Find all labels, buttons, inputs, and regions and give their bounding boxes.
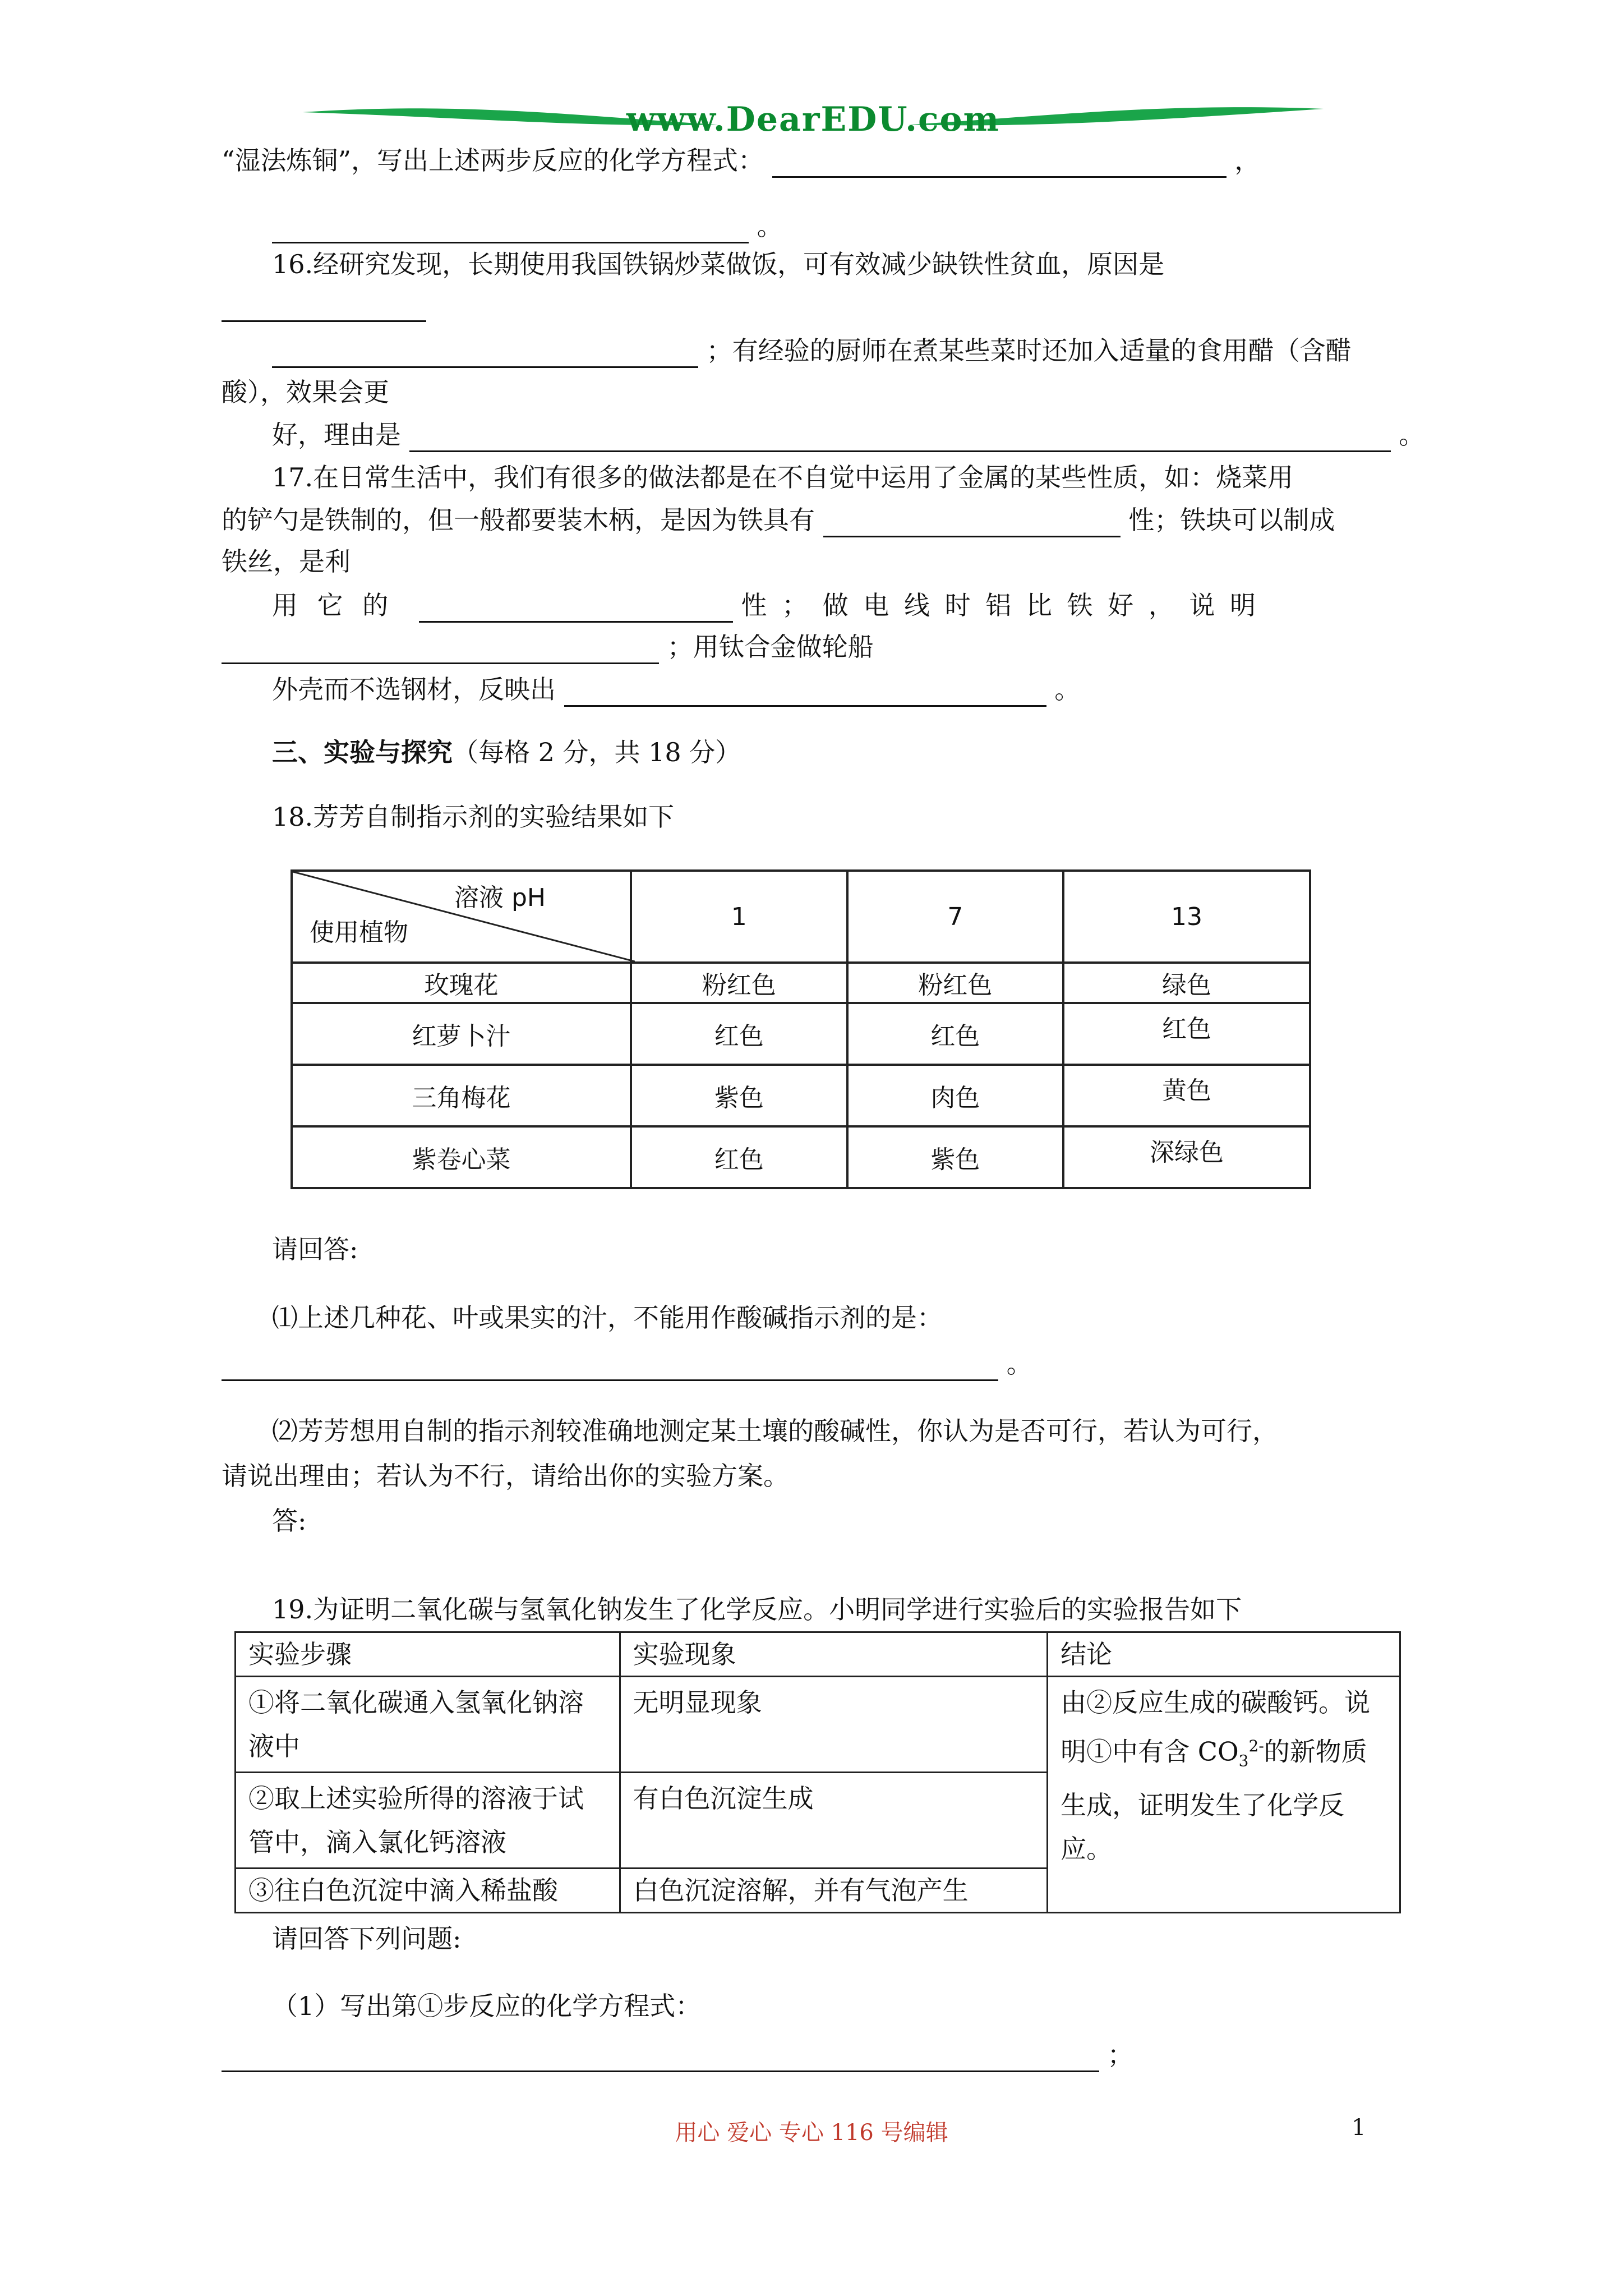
q17-text: 性 ； 做 电 线 时 铝 比 铁 好 ， 说 明 xyxy=(741,590,1259,620)
section-title: 三、实验与探究 xyxy=(272,737,453,767)
q17-text: 用 它 的 xyxy=(272,590,394,620)
answer-blank[interactable] xyxy=(222,633,659,664)
step-cell: ②取上述实验所得的溶液于试管中，滴入氯化钙溶液 xyxy=(236,1773,620,1869)
q18-text: ⑴上述几种花、叶或果实的汁，不能用作酸碱指示剂的是： xyxy=(272,1303,943,1333)
color-cell: 黄色 xyxy=(1063,1065,1310,1126)
plant-name: 紫卷心菜 xyxy=(292,1126,631,1188)
table-header-row xyxy=(236,1632,1400,1677)
q19-text: （1）写出第①步反应的化学方程式： xyxy=(272,1991,702,2021)
q15-line-2 xyxy=(272,209,783,243)
q17-line-4 xyxy=(272,588,1259,623)
punct: ， xyxy=(1234,145,1261,176)
q18-text: 请说出理由；若认为不行，请给出你的实验方案。 xyxy=(222,1461,789,1491)
answer-blank[interactable] xyxy=(409,421,1391,452)
q17-text: 铁丝，是利 xyxy=(222,546,351,577)
plant-name: 三角梅花 xyxy=(292,1065,631,1126)
q18-text: 请回答: xyxy=(272,1234,358,1264)
step-cell: ①将二氧化碳通入氢氧化钠溶液中 xyxy=(236,1677,620,1773)
answer-blank[interactable] xyxy=(772,147,1227,178)
q17-line-1 xyxy=(272,460,1293,495)
color-cell: 紫色 xyxy=(631,1065,847,1126)
site-url: www.DearEDU.com xyxy=(626,100,1000,139)
plant-name: 玫瑰花 xyxy=(292,963,631,1003)
q19-intro xyxy=(272,1592,1242,1627)
q18-part2-line1 xyxy=(272,1414,1278,1448)
answer-blank[interactable] xyxy=(272,213,749,243)
indicator-table xyxy=(291,869,1311,1189)
color-cell: 深绿色 xyxy=(1063,1126,1310,1188)
conclusion-cell xyxy=(1048,1677,1400,1913)
q18-ask xyxy=(272,1232,358,1267)
experiment-report-table xyxy=(234,1631,1401,1913)
color-cell: 红色 xyxy=(1063,1003,1310,1065)
color-cell: 红色 xyxy=(631,1003,847,1065)
color-cell: 紫色 xyxy=(847,1126,1064,1188)
table-header-ph: 7 xyxy=(847,871,1064,963)
header-cell: 结论 xyxy=(1048,1632,1400,1677)
table-row xyxy=(292,963,1310,1003)
color-cell: 红色 xyxy=(631,1126,847,1188)
plant-name: 红萝卜汁 xyxy=(292,1003,631,1065)
q16-line-2 xyxy=(272,333,1352,368)
punct: 。 xyxy=(1054,674,1081,705)
table-row xyxy=(292,1003,1310,1065)
answer-blank[interactable] xyxy=(823,507,1121,537)
q19-text: 请回答下列问题: xyxy=(272,1924,462,1954)
phenomenon-cell: 白色沉淀溶解，并有气泡产生 xyxy=(620,1869,1048,1913)
color-cell: 粉红色 xyxy=(631,963,847,1003)
q16-blank-line xyxy=(222,287,426,322)
page-number: 1 xyxy=(1352,2115,1366,2141)
q17-text: ；用钛合金做轮船 xyxy=(667,632,874,662)
q18-text: 18.芳芳自制指示剂的实验结果如下 xyxy=(272,802,675,832)
section-3-heading xyxy=(272,735,741,770)
q17-text: 17.在日常生活中，我们有很多的做法都是在不自觉中运用了金属的某些性质，如：烧菜用 xyxy=(272,462,1294,493)
color-cell: 绿色 xyxy=(1063,963,1310,1003)
q15-line-1 xyxy=(222,143,1260,178)
answer-blank[interactable] xyxy=(564,676,1046,707)
conclusion-text: 由②反应生成的碳酸钙。说明①中有含 CO xyxy=(1061,1687,1371,1767)
q18-intro xyxy=(272,799,674,834)
q16-text: 好，理由是 xyxy=(272,420,401,450)
punct: 。 xyxy=(1006,1349,1032,1379)
phenomenon-cell: 无明显现象 xyxy=(620,1677,1048,1773)
table-row xyxy=(292,1126,1310,1188)
q17-text: 的铲勺是铁制的，但一般都要装木柄，是因为铁具有 xyxy=(222,505,815,535)
answer-blank[interactable] xyxy=(222,1350,998,1381)
header-cell: 实验步骤 xyxy=(236,1632,620,1677)
q19-ask xyxy=(272,1921,462,1956)
conclusion-text: 的新物质生成，证明发生了化学反应。 xyxy=(1061,1736,1367,1864)
q17-line-6 xyxy=(272,672,1080,707)
q16-line-4 xyxy=(272,417,1424,452)
q17-line-3 xyxy=(222,544,351,579)
q17-line-2 xyxy=(222,503,1335,537)
q16-text: ；有经验的厨师在煮某些菜时还加入适量的食用醋（含醋 xyxy=(706,335,1352,366)
q19-part1 xyxy=(272,1989,701,2023)
header-plant-label: 使用植物 xyxy=(310,918,408,947)
punct: 。 xyxy=(1399,420,1425,450)
q17-text: 性；铁块可以制成 xyxy=(1128,505,1335,535)
q17-text: 外壳而不选钢材，反映出 xyxy=(272,674,556,705)
step-cell: ③往白色沉淀中滴入稀盐酸 xyxy=(236,1869,620,1913)
punct: 。 xyxy=(757,211,783,241)
q18-text: 答: xyxy=(272,1506,307,1536)
table-header-corner xyxy=(292,871,631,963)
q17-line-5 xyxy=(222,629,874,664)
header-ph-label: 溶液 pH xyxy=(454,884,546,912)
table-row xyxy=(236,1677,1400,1773)
table-header-ph: 1 xyxy=(631,871,847,963)
q19-part1-blank xyxy=(222,2037,1133,2072)
section-note: （每格 2 分，共 18 分） xyxy=(453,737,741,767)
header-cell: 实验现象 xyxy=(620,1632,1048,1677)
q16-line-3 xyxy=(222,375,389,409)
q18-part1-blank xyxy=(222,1346,1032,1381)
answer-blank[interactable] xyxy=(222,2041,1099,2072)
q16-text: 16.经研究发现，长期使用我国铁锅炒菜做饭，可有效减少缺铁性贫血，原因是 xyxy=(272,249,1165,279)
q19-text: 19.为证明二氧化碳与氢氧化钠发生了化学反应。小明同学进行实验后的实验报告如下 xyxy=(272,1594,1242,1625)
answer-blank[interactable] xyxy=(419,592,733,623)
subscript: 3 xyxy=(1238,1751,1249,1770)
superscript: 2- xyxy=(1248,1737,1264,1755)
table-header-ph: 13 xyxy=(1063,871,1310,963)
color-cell: 红色 xyxy=(847,1003,1064,1065)
table-row xyxy=(292,1065,1310,1126)
color-cell: 肉色 xyxy=(847,1065,1064,1126)
q18-part2-line2 xyxy=(222,1458,789,1493)
color-cell: 粉红色 xyxy=(847,963,1064,1003)
q16-line-1 xyxy=(272,247,1164,282)
phenomenon-cell: 有白色沉淀生成 xyxy=(620,1773,1048,1869)
punct: ； xyxy=(1107,2040,1133,2070)
answer-blank[interactable] xyxy=(222,291,426,322)
q15-text: “湿法炼铜”，写出上述两步反应的化学方程式： xyxy=(222,145,764,176)
q18-part1 xyxy=(272,1300,943,1335)
footer-text: 用心 爱心 专心 116 号编辑 xyxy=(675,2120,948,2146)
q16-text: 酸），效果会更 xyxy=(222,377,389,407)
q18-answer xyxy=(272,1503,307,1538)
answer-blank[interactable] xyxy=(272,337,698,368)
q18-text: ⑵芳芳想用自制的指示剂较准确地测定某土壤的酸碱性，你认为是否可行，若认为可行， xyxy=(272,1416,1278,1446)
